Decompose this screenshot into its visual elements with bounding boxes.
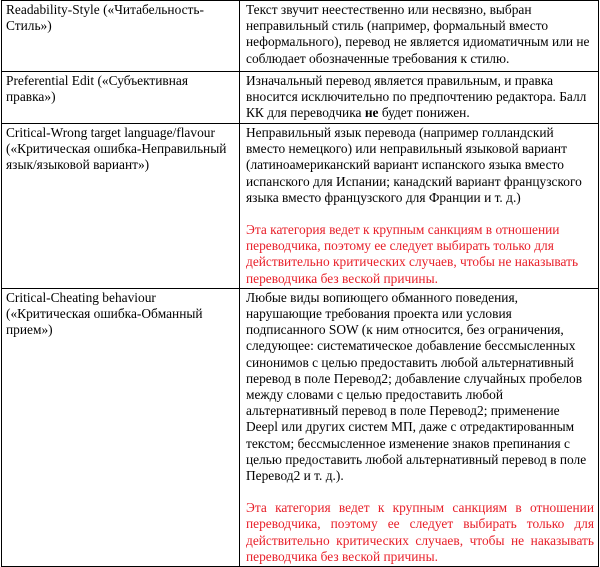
description-cell xyxy=(240,1,599,72)
description-cell xyxy=(240,124,599,289)
description-text-end: будет понижен. xyxy=(378,105,470,121)
warning-cheating-behaviour: Эта категория ведет к крупным санкциям в отношении переводчика, поэтому ее следует выбирать только для действительно критических случаев, чтобы не наказывать переводчика без веской причины. xyxy=(246,500,594,564)
category-cell xyxy=(2,124,240,289)
description-cell xyxy=(240,72,599,124)
table-row xyxy=(2,1,599,72)
description-cell xyxy=(240,288,599,566)
category-cell xyxy=(2,72,240,124)
description-cheating-behaviour: Любые виды вопиющего обманного поведения, нарушающие требования проекта или условия подписанного SOW (к ним относится, без ограничения, следующее: систематическое добавление бессмысленных синонимов с целью предоставить любой альтернативный перевод в поле Перевод2; добавление случайных пробелов между словами с целью предоставить любой альтернативный перевод в поле Перевод2; применение Deepl или других систем МП, даже с отредактированным текстом; бессмысленное изменение знаков препинания с целью предоставить любой альтернативный перевод в поле Перевод2 и т. д.). xyxy=(246,289,587,484)
category-readability-style: Readability-Style («Читабельность-Стиль») xyxy=(6,2,204,34)
warning-wrong-target-language: Эта категория ведет к крупным санкциям в отношении переводчика, поэтому ее следует выбирать только для действительно критических случаев, чтобы не наказывать переводчика без веской причины. xyxy=(246,222,579,286)
category-wrong-target-language: Critical-Wrong target language/flavour («Критическая ошибка-Неправильный язык/языковой вариант») xyxy=(6,125,227,173)
category-preferential-edit: Preferential Edit («Субъективная правка») xyxy=(6,73,189,105)
description-wrong-target-language: Неправильный язык перевода (например голландский вместо немецкого) или неправильный языковой вариант (латиноамериканский вариант испанского языка вместо испанского для Испании; канадский вариант французского языка вместо французского для Франции и т. д.) xyxy=(246,125,582,205)
description-readability-style: Текст звучит неестественно или несвязно, выбран неправильный стиль (например, формальный вместо неформального), перевод не является идиоматичным или не соблюдает обозначенные требования к стилю. xyxy=(246,2,590,66)
description-preferential-edit xyxy=(246,73,594,122)
error-category-table xyxy=(1,0,599,567)
category-cheating-behaviour: Critical-Cheating behaviour («Критическая ошибка-Обманный прием») xyxy=(6,289,203,338)
category-cell xyxy=(2,1,240,72)
description-text: Изначальный перевод является правильным, и правка вносится исключительно по предпочтению редактора. Балл КК для переводчика xyxy=(246,73,587,121)
table-row xyxy=(2,124,599,289)
table-row xyxy=(2,72,599,124)
category-cell xyxy=(2,288,240,566)
table-row xyxy=(2,288,599,566)
emphasis-not: не xyxy=(364,105,379,121)
